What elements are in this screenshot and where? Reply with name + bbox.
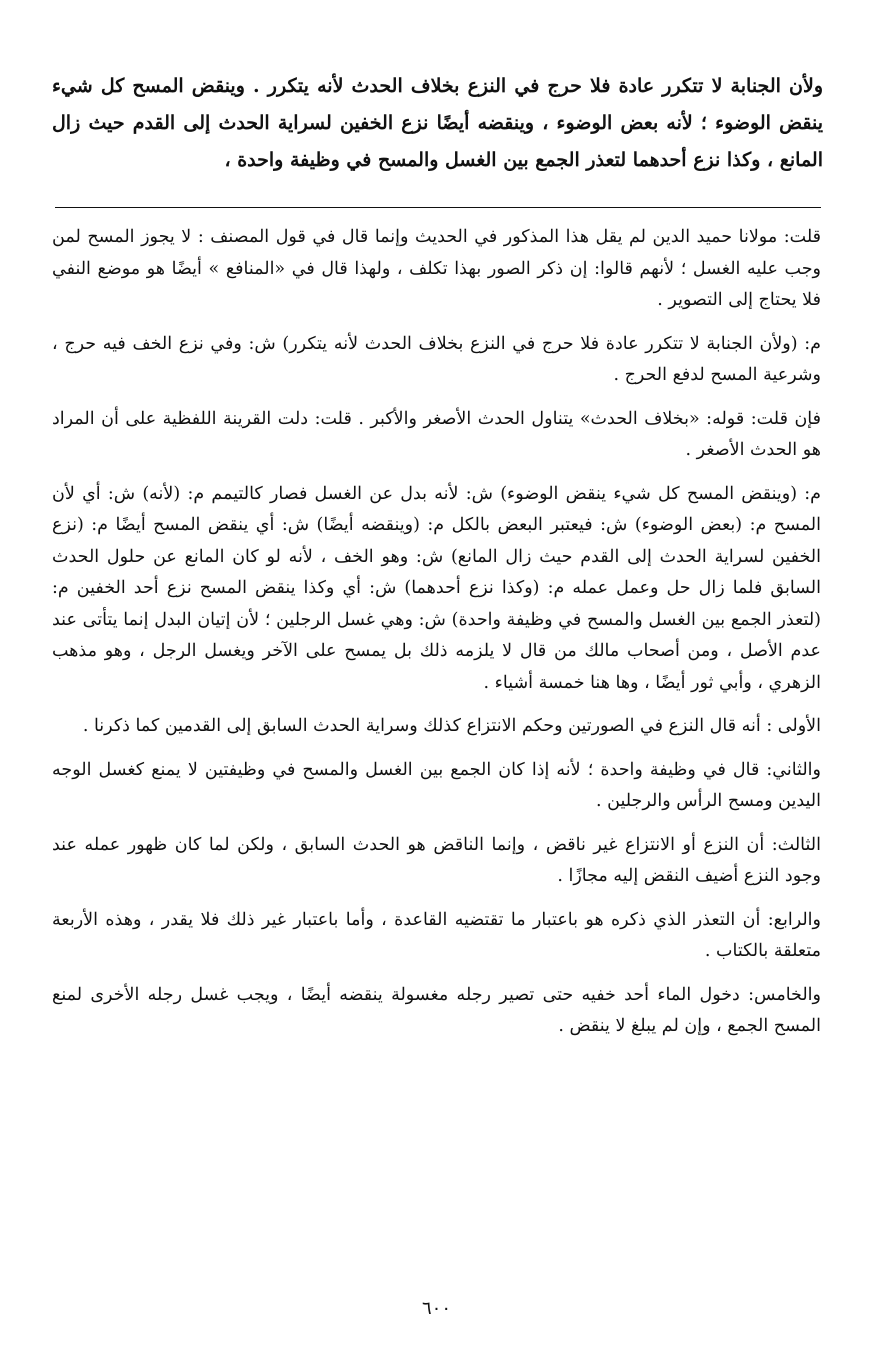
commentary-paragraph-2: م: (ولأن الجنابة لا تتكرر عادة فلا حرج في النزع بخلاف الحدث لأنه يتكرر) ش: وفي نزع الخف فيه حرج ، وشرعية المسح لدفع الحرج .	[52, 333, 821, 385]
separator-line	[55, 207, 821, 208]
page-number: ٦٠٠	[421, 1298, 451, 1319]
commentary-paragraph-5: الأولى : أنه قال النزع في الصورتين وحكم الانتزاع كذلك وسراية الحدث السابق إلى القدمين كما ذكرنا .	[82, 716, 821, 736]
commentary-paragraph-1: قلت: مولانا حميد الدين لم يقل هذا المذكور في الحديث وإنما قال في قول المصنف : لا يجوز المسح لمن وجب عليه الغسل ؛ لأنهم قالوا: إن ذكر الصور بهذا تكلف ، ولهذا قال في «المنافع » أيضًا هو موضع النفي فلا يحتاج إلى التصوير .	[52, 227, 821, 310]
main-text-block	[52, 68, 823, 179]
commentary-paragraph-4: م: (وينقض المسح كل شيء ينقض الوضوء) ش: لأنه بدل عن الغسل فصار كالتيمم م: (لأنه) ش: أي لأن المسح م: (بعض الوضوء) ش: فيعتبر البعض بالكل م: (وينقضه أيضًا) ش: أي ينقض المسح أيضًا م: (نزع الخفين لسراية الحدث إلى القدم حيث زال المانع) ش: وهو الخف ، لأنه لو كان المانع عن حلول الحدث السابق فلما زال حل وعمل عمله م: (وكذا نزع أحدهما) ش: أي وكذا ينقض المسح نزع أحد الخفين م: (لتعذر الجمع بين الغسل والمسح في وظيفة واحدة) ش: وهي غسل الرجلين ؛ لأن إتيان البدل إنما يتأتى عند عدم الأصل ، ومن أصحاب مالك من قال لا يلزمه ذلك بل يمسح على الآخر ويغسل الرجل ، وهو مذهب الزهري ، وأبي ثور أيضًا ، وها هنا خمسة أشياء .	[52, 483, 821, 693]
commentary-paragraph-8: والرابع: أن التعذر الذي ذكره هو باعتبار ما تقتضيه القاعدة ، وأما باعتبار غير ذلك فلا يقدر ، وهذه الأربعة متعلقة بالكتاب .	[52, 909, 821, 961]
commentary-block	[52, 222, 821, 1055]
commentary-paragraph-7: الثالث: أن النزع أو الانتزاع غير ناقض ، وإنما الناقض هو الحدث السابق ، ولكن لما كان ظهور عمله عند وجود النزع أضيف النقض إليه مجازًا .	[52, 834, 821, 886]
commentary-paragraph-6: والثاني: قال في وظيفة واحدة ؛ لأنه إذا كان الجمع بين الغسل والمسح في وظيفتين لا يمنع كغسل الوجه اليدين ومسح الرأس والرجلين .	[52, 759, 821, 811]
commentary-paragraph-3: فإن قلت: قوله: «بخلاف الحدث» يتناول الحدث الأصغر والأكبر . قلت: دلت القرينة اللفظية على أن المراد هو الحدث الأصغر .	[52, 408, 821, 460]
main-text-paragraph: ولأن الجنابة لا تتكرر عادة فلا حرج في النزع بخلاف الحدث لأنه يتكرر . وينقض المسح كل شيء ينقض الوضوء ؛ لأنه بعض الوضوء ، وينقضه أيضًا نزع الخفين لسراية الحدث إلى القدم حيث زال المانع ، وكذا نزع أحدهما لتعذر الجمع بين الغسل والمسح في وظيفة واحدة ،	[52, 75, 823, 171]
commentary-paragraph-9: والخامس: دخول الماء أحد خفيه حتى تصير رجله مغسولة ينقضه أيضًا ، ويجب غسل رجله الأخرى لمنع المسح الجمع ، وإن لم يبلغ لا ينقض .	[52, 984, 821, 1036]
